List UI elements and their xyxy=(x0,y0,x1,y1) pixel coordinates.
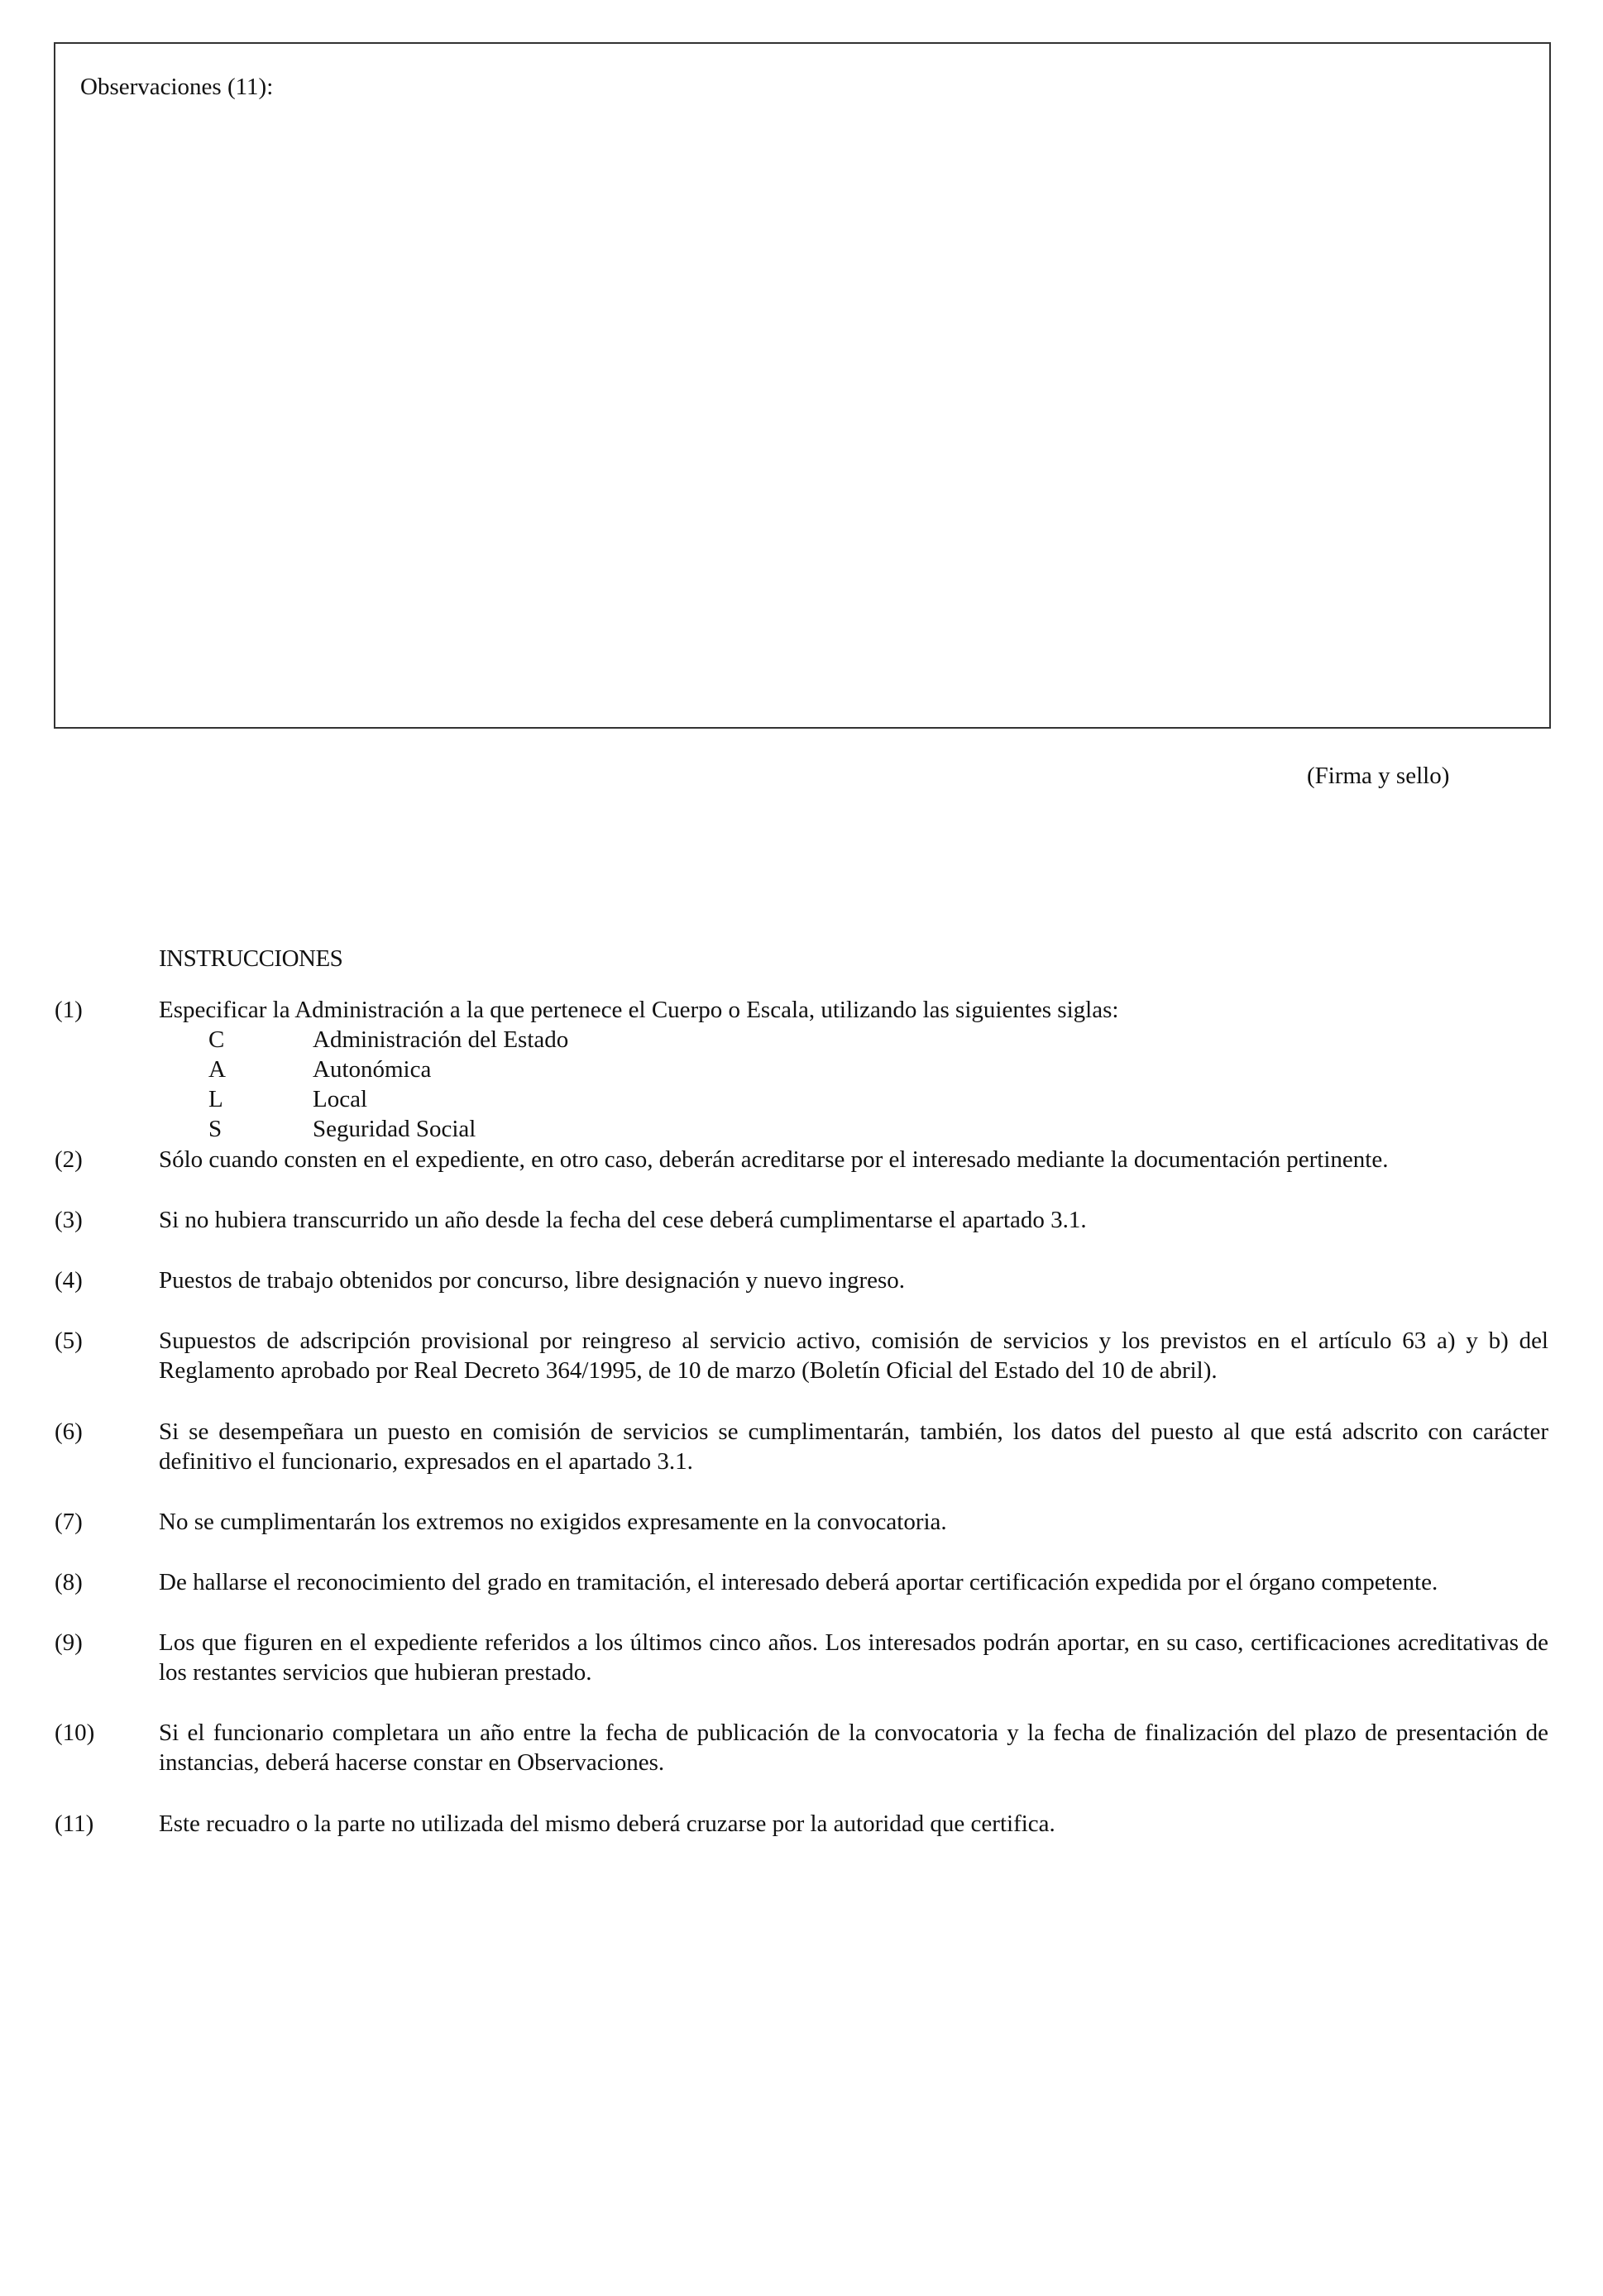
sigla-row xyxy=(208,1114,476,1144)
sigla-code: A xyxy=(208,1056,226,1083)
sigla-row xyxy=(208,1084,367,1114)
note-number: (5) xyxy=(55,1327,83,1354)
note-number: (10) xyxy=(55,1720,95,1746)
instructions-title: INSTRUCCIONES xyxy=(159,945,343,972)
sigla-description: Autonómica xyxy=(313,1056,432,1083)
note-text: Este recuadro o la parte no utilizada del mismo deberá cruzarse por la autoridad que certifica. xyxy=(159,1810,1055,1837)
sigla-description: Seguridad Social xyxy=(313,1116,476,1142)
note-number: (11) xyxy=(55,1810,94,1837)
note-number: (6) xyxy=(55,1418,83,1445)
sigla-description: Local xyxy=(313,1086,368,1112)
observations-label: Observaciones (11): xyxy=(80,74,274,100)
note-text: Sólo cuando consten en el expediente, en otro caso, deberán acreditarse por el interesado mediante la documentación pertinente. xyxy=(159,1146,1389,1173)
note-text: Especificar la Administración a la que pertenece el Cuerpo o Escala, utilizando las siguientes siglas: xyxy=(159,997,1119,1023)
sigla-row xyxy=(208,1025,568,1055)
note-text: Supuestos de adscripción provisional por reingreso al servicio activo, comisión de servicios y los previstos en el artículo 63 a) y b) del Reglamento aprobado por Real Decreto 364/1995, de 10 de marzo (Boletín Oficial del Estado del 10 de abril). xyxy=(159,1327,1548,1384)
note-text: Los que figuren en el expediente referidos a los últimos cinco años. Los interesados podrán aportar, en su caso, certificaciones acreditativas de los restantes servicios que hubieran prestado. xyxy=(159,1629,1548,1686)
note-text: Puestos de trabajo obtenidos por concurso, libre designación y nuevo ingreso. xyxy=(159,1267,906,1294)
note-text: Si el funcionario completara un año entre la fecha de publicación de la convocatoria y la fecha de finalización del plazo de presentación de instancias, deberá hacerse constar en Observaciones. xyxy=(159,1720,1548,1776)
sigla-code: C xyxy=(208,1026,225,1053)
signature-label: (Firma y sello) xyxy=(1307,763,1450,789)
note-number: (2) xyxy=(55,1146,83,1173)
sigla-row xyxy=(208,1055,431,1084)
sigla-description: Administración del Estado xyxy=(313,1026,569,1053)
note-number: (7) xyxy=(55,1509,83,1535)
note-number: (1) xyxy=(55,997,83,1023)
note-text: Si no hubiera transcurrido un año desde la fecha del cese deberá cumplimentarse el apartado 3.1. xyxy=(159,1207,1087,1233)
note-text: De hallarse el reconocimiento del grado en tramitación, el interesado deberá aportar certificación expedida por el órgano competente. xyxy=(159,1569,1438,1595)
note-number: (4) xyxy=(55,1267,83,1294)
sigla-code: S xyxy=(208,1116,223,1142)
sigla-code: L xyxy=(208,1086,223,1112)
note-number: (9) xyxy=(55,1629,83,1656)
observations-box xyxy=(54,42,1551,729)
note-number: (8) xyxy=(55,1569,83,1595)
note-text: No se cumplimentarán los extremos no exigidos expresamente en la convocatoria. xyxy=(159,1509,947,1535)
note-number: (3) xyxy=(55,1207,83,1233)
note-text: Si se desempeñara un puesto en comisión de servicios se cumplimentarán, también, los datos del puesto al que está adscrito con carácter definitivo el funcionario, expresados en el apartado 3.1. xyxy=(159,1418,1548,1475)
